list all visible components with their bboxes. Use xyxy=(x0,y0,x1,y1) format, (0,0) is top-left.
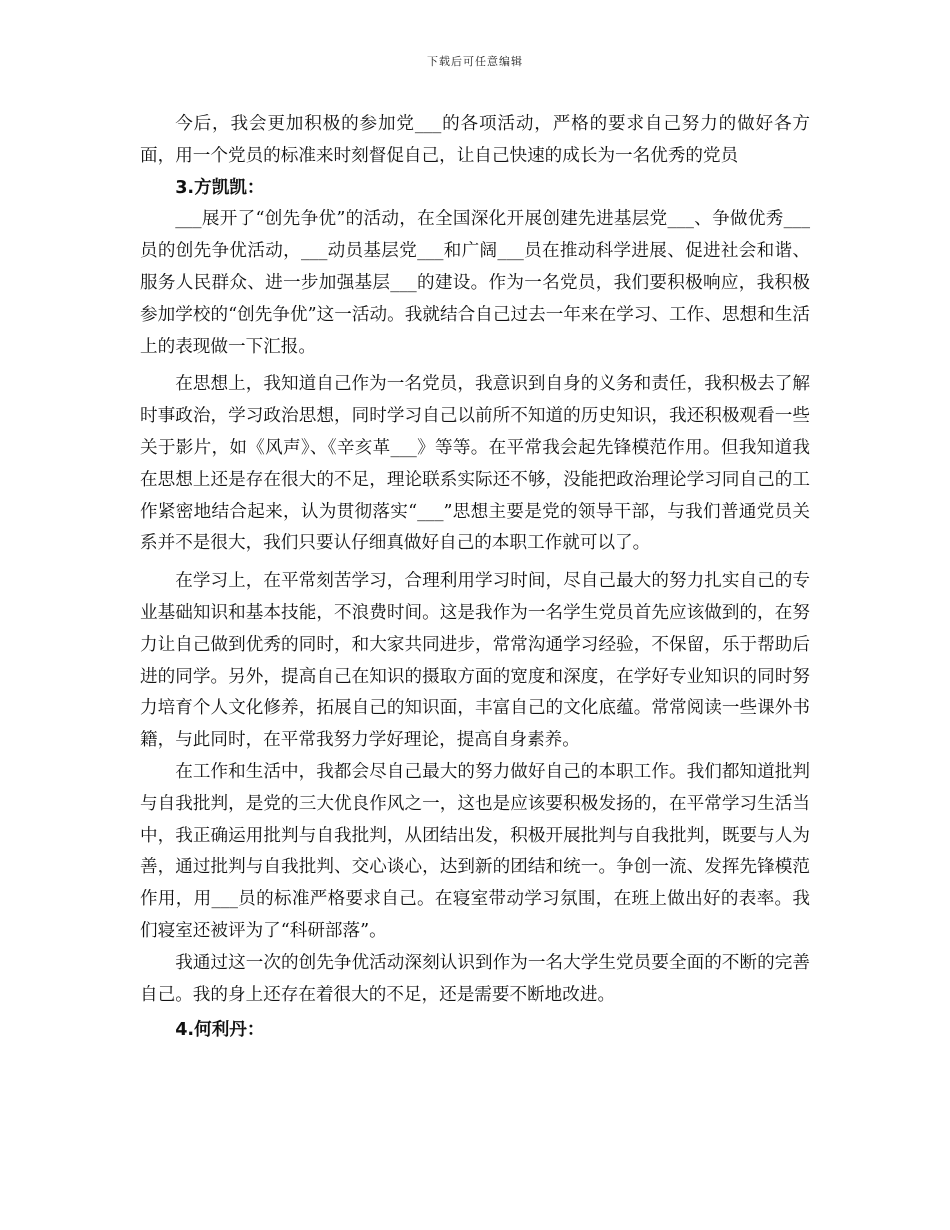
paragraph-intro: 今后，我会更加积极的参加党___的各项活动，严格的要求自己努力的做好各方面，用一个党员的标准来时刻督促自己，让自己快速的成长为一名优秀的党员 xyxy=(140,114,810,166)
paragraph-thought: 在思想上，我知道自己作为一名党员，我意识到自身的义务和责任，我积极去了解时事政治，学习政治思想，同时学习自己以前所不知道的历史知识，我还积极观看一些关于影片，如《风声》、《辛亥革___》等等。在平常我会起先锋模范作用。但我知道我在思想上还是存在很大的不足，理论联系实际还不够，没能把政治理论学习同自己的工作紧密地结合起来，认为贯彻落实“___”思想主要是党的领导干部，与我们普通党员关系并不是很大，我们只要认仔细真做好自己的本职工作就可以了。 xyxy=(140,374,810,554)
page-header: 下载后可任意编辑 xyxy=(427,55,523,68)
paragraph-work-life: 在工作和生活中，我都会尽自己最大的努力做好自己的本职工作。我们都知道批判与自我批判，是党的三大优良作风之一，这也是应该要积极发扬的，在平常学习生活当中，我正确运用批判与自我批判，从团结出发，积极开展批判与自我批判，既要与人为善，通过批判与自我批判、交心谈心，达到新的团结和统一。争创一流、发挥先锋模范作用，用___员的标准严格要求自己。在寝室带动学习氛围，在班上做出好的表率。我们寝室还被评为了“科研部落”。 xyxy=(140,761,810,941)
section-heading-3: 3.方凯凯： xyxy=(175,177,265,198)
paragraph-study: 在学习上，在平常刻苦学习，合理利用学习时间，尽自己最大的努力扎实自己的专业基础知识和基本技能，不浪费时间。这是我作为一名学生党员首先应该做到的，在努力让自己做到优秀的同时，和大家共同进步，常常沟通学习经验，不保留，乐于帮助后进的同学。另外，提高自己在知识的摄取方面的宽度和深度，在学好专业知识的同时努力培育个人文化修养，拓展自己的知识面，丰富自己的文化底蕴。常常阅读一些课外书籍，与此同时，在平常我努力学好理论，提高自身素养。 xyxy=(140,571,810,751)
section-heading-4: 4.何利丹： xyxy=(175,1020,265,1041)
document-body xyxy=(140,109,810,1047)
paragraph-campaign: ___展开了“创先争优”的活动，在全国深化开展创建先进基层党___、争做优秀___员的创先争优活动，___动员基层党___和广阔___员在推动科学进展、促进社会和谐、服务人民群众、进一步加强基层___的建设。作为一名党员，我们要积极响应，我积极参加学校的“创先争优”这一活动。我就结合自己过去一年来在学习、工作、思想和生活上的表现做一下汇报。 xyxy=(140,209,810,357)
paragraph-conclusion: 我通过这一次的创先争优活动深刻认识到作为一名大学生党员要全面的不断的完善自己。我的身上还存在着很大的不足，还是需要不断地改进。 xyxy=(140,952,810,1005)
